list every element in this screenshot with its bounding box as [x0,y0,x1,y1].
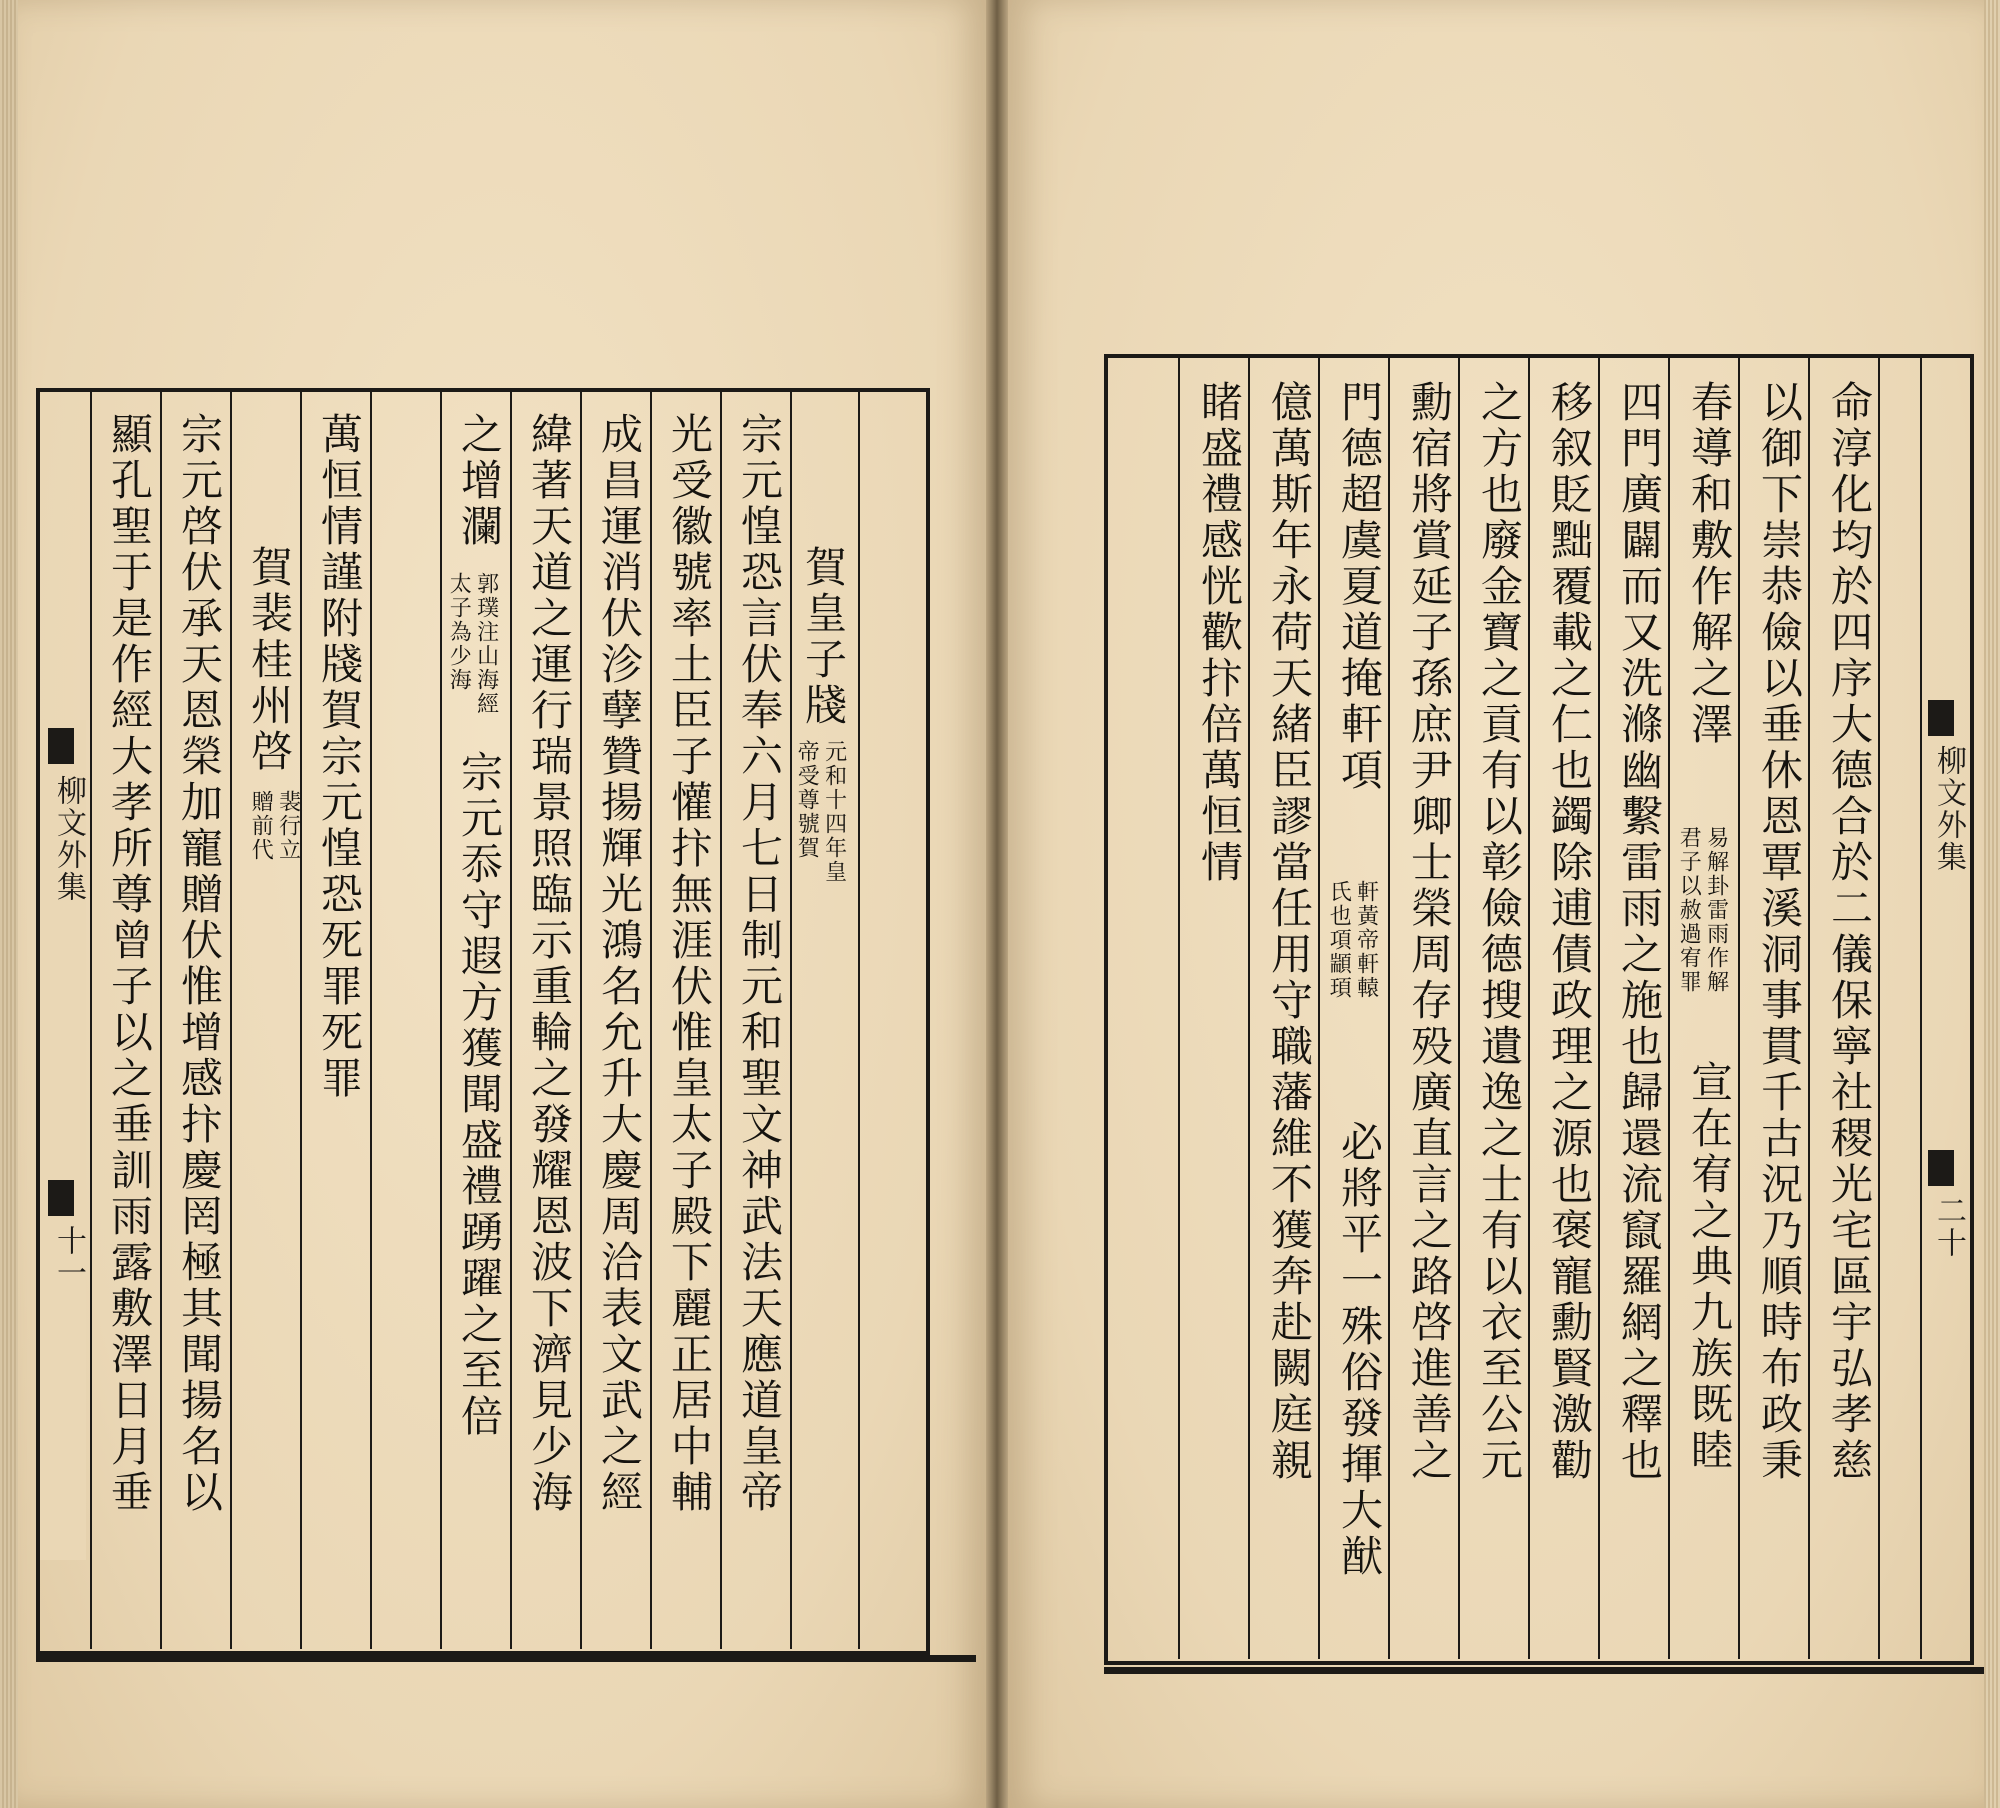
column-rule [1738,358,1740,1659]
fold-title: 柳文外集 [51,775,86,903]
fishtail-mark [1928,700,1954,736]
column-rule [1248,358,1250,1659]
annotation-line: 贈前代 [248,790,274,862]
column-rule [1668,358,1670,1659]
heading-column: 賀裴桂州啓 [245,545,294,775]
column-rule [580,392,582,1649]
right-page [1008,0,1984,1808]
text-column: 光受徽號率土臣子懽抃無涯伏惟皇太子殿下麗正居中輔 [665,412,714,1516]
text-column: 之增瀾 [455,412,504,550]
column-rule [1318,358,1320,1659]
text-column: 宗元惶恐言伏奉六月七日制元和聖文神武法天應道皇帝 [735,412,784,1516]
column-rule [230,392,232,1649]
page-edges-left [0,0,18,1808]
text-column: 成昌運消伏沴孽贊揚輝光鴻名允升大慶周洽表文武之經 [595,412,644,1516]
column-rule [1920,358,1922,1659]
heading-column: 賀皇子牋 [799,545,848,729]
column-rule [790,392,792,1649]
annotation [248,790,301,862]
column-rule [160,392,162,1649]
column-rule [1808,358,1810,1659]
column-rule [370,392,372,1649]
fishtail-mark [48,728,74,764]
text-column: 以御下崇恭儉以垂休恩覃溪洞事貫千古況乃順時布政秉 [1755,380,1804,1484]
text-column: 宗元啓伏承天恩榮加寵贈伏惟增感抃慶罔極其聞揚名以 [175,412,224,1516]
fold-page-number: 十一 [51,1225,86,1289]
text-column: 四門廣闢而又洗滌幽繫雷雨之施也歸還流竄羅網之釋也 [1615,380,1664,1484]
column-rule [510,392,512,1649]
column-rule [1598,358,1600,1659]
fold-page-number: 二十 [1931,1195,1966,1259]
text-column: 必將平一殊俗發揮大猷 [1335,1120,1384,1580]
page-edges-right [1984,0,2000,1808]
text-column: 命淳化均於四序大德合於二儀保寧社稷光宅區宇弘孝慈 [1825,380,1874,1484]
annotation-line: 郭璞注山海經 [473,572,499,716]
column-rule [90,392,92,1649]
column-rule [1458,358,1460,1659]
annotation [794,740,847,884]
annotation [1676,826,1729,994]
column-rule [300,392,302,1649]
annotation-line: 元和十四年皇 [821,740,847,884]
text-column: 門德超虞夏道掩軒項 [1335,380,1384,794]
bottom-rule [36,1655,976,1662]
column-rule [1178,358,1180,1659]
annotation-line: 帝受尊號賀 [794,740,820,860]
text-column: 億萬斯年永荷天緒臣謬當任用守職藩維不獲奔赴闕庭親 [1265,380,1314,1484]
annotation [1326,880,1379,1000]
text-column: 睹盛禮感恍歡抃倍萬恒情 [1195,380,1244,886]
text-column: 萬恒情謹附牋賀宗元惶恐死罪死罪 [315,412,364,1102]
annotation-line: 易解卦雷雨作解 [1703,826,1729,994]
column-rule [440,392,442,1649]
text-column: 移叙貶黜覆載之仁也蠲除逋債政理之源也褒寵勳賢激勸 [1545,380,1594,1484]
column-rule [650,392,652,1649]
text-column: 宗元忝守遐方獲聞盛禮踴躍之至倍 [455,750,504,1440]
fishtail-mark-lower [1928,1150,1954,1186]
column-rule [720,392,722,1649]
text-column: 緯著天道之運行瑞景照臨示重輪之發耀恩波下濟見少海 [525,412,574,1516]
text-column: 之方也廢金寶之貢有以彰儉德搜遺逸之士有以衣至公元 [1475,380,1524,1484]
text-column: 勳宿將賞延子孫庶尹卿士榮周存殁廣直言之路啓進善之 [1405,380,1454,1484]
column-rule [858,392,860,1649]
bottom-rule [1104,1667,1984,1674]
book-gutter [986,0,1008,1808]
column-rule [1528,358,1530,1659]
fishtail-mark-lower [48,1180,74,1216]
fold-title: 柳文外集 [1931,745,1966,873]
column-rule [1878,358,1880,1659]
text-column: 春導和敷作解之澤 [1685,380,1734,748]
annotation-line: 裴行立 [275,790,301,862]
annotation-line: 氏也項顓頊 [1326,880,1352,1000]
annotation-line: 太子為少海 [446,572,472,692]
column-rule [1388,358,1390,1659]
annotation-line: 君子以赦過宥罪 [1676,826,1702,994]
text-column: 宣在宥之典九族既睦 [1685,1060,1734,1474]
left-page [18,0,986,1808]
annotation-line: 軒黃帝軒轅 [1353,880,1379,1000]
text-column: 顯孔聖于是作經大孝所尊曾子以之垂訓雨露敷澤日月垂 [105,412,154,1516]
annotation [446,572,499,716]
